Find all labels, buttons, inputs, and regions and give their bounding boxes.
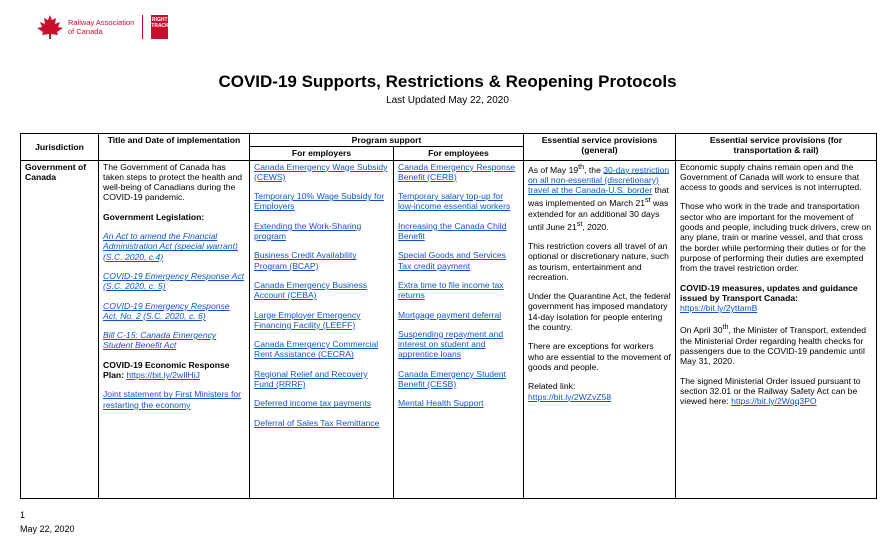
quarantine-text: Under the Quarantine Act, the federal government has imposed mandatory 14-day isolation for people entering the country.	[528, 291, 671, 333]
jurisdiction-name: Government of Canada	[25, 161, 87, 182]
essential-general-cell	[524, 160, 676, 498]
legislation-link-4[interactable]: Bill C-15: Canada Emergency Student Benefit Act	[103, 330, 217, 351]
legislation-link-2[interactable]: COVID-19 Emergency Response Act (S.C. 2020, c. 5)	[103, 270, 245, 292]
restriction-scope-text: This restriction covers all travel of an optional or discretionary nature, such as tourism, entertainment and recreation.	[528, 240, 669, 282]
transport-canada-label: COVID-19 measures, updates and guidance issued by Transport Canada:	[680, 282, 858, 303]
employer-link[interactable]: Deferred income tax payments	[254, 398, 372, 409]
related-link[interactable]: https://bit.ly/2WZvZ58	[528, 391, 612, 402]
border-restriction-link[interactable]: 30-day restriction on all non-essential (discretionary) travel at the Canada-U.S. border	[528, 164, 670, 196]
joint-statement-link[interactable]: Joint statement by First Ministers for restarting the economy	[103, 389, 242, 410]
employee-link[interactable]: Mental Health Support	[398, 398, 484, 409]
header-jurisdiction: Jurisdiction	[21, 134, 99, 161]
intro-text: The Government of Canada has taken steps to protect the health and well-being of Canadians during the COVID-19 pandemic.	[103, 161, 243, 203]
economic-plan-link[interactable]: https://bit.ly/2wIlHiJ	[126, 370, 200, 381]
header-for-employees: For employees	[394, 147, 524, 160]
employee-link[interactable]: Canada Emergency Student Benefit (CESB)	[398, 368, 506, 390]
legislation-link-1[interactable]: An Act to amend the Financial Administration Act (special warrant) (S.C. 2020, c.4)	[103, 231, 238, 262]
employee-link[interactable]: Special Goods and Services Tax credit payment	[398, 250, 506, 271]
rac-logo	[36, 14, 168, 40]
logo-wordmark: Railway Association of Canada	[68, 18, 135, 36]
ministerial-order-text: On April 30th, the Minister of Transport, extended the Ministerial Order regarding health checks for passengers due to the COVID-19 pandemic until May 31, 2020.	[680, 323, 867, 367]
header-essential-general: Essential service provisions (general)	[524, 134, 676, 161]
trade-workers-text: Those who work in the trade and transportation sector who are important for the movement of goods and people, including truck drivers, crew on any plane, train or marine vessel, and that cross the border while performing their duties or for the purpose of performing their duties are exempted from the travel restriction order.	[680, 201, 872, 274]
jurisdiction-cell	[21, 160, 99, 498]
maple-leaf-icon	[36, 14, 64, 40]
employee-link[interactable]: Extra time to file income tax returns	[398, 279, 504, 301]
exceptions-text: There are exceptions for workers who are essential to the movement of goods and people.	[528, 341, 671, 372]
signed-order-text: The signed Ministerial Order issued pursuant to section 32.01 or the Railway Safety Act can be viewed here:	[680, 375, 861, 407]
header-title-date: Title and Date of implementation	[99, 134, 250, 161]
economic-plan-label: COVID-19 Economic Response Plan:	[103, 359, 230, 381]
header-row	[21, 134, 877, 147]
employer-link[interactable]: Temporary 10% Wage Subsidy for Employers	[254, 191, 385, 212]
page-title: COVID-19 Supports, Restrictions & Reopening Protocols	[218, 72, 677, 91]
employer-link[interactable]: Canada Emergency Business Account (CEBA)	[254, 279, 368, 301]
header-program-support: Program support	[250, 134, 524, 147]
employer-link[interactable]: Regional Relief and Recovery Fund (RRRF)	[254, 368, 368, 390]
supply-chain-text: Economic supply chains remain open and the Government of Canada will work to ensure that access to goods and services is not interrupted.	[680, 161, 862, 193]
employees-cell	[394, 160, 524, 498]
employee-link[interactable]: Suspending repayment and interest on student and apprentice loans	[398, 328, 504, 360]
employee-link[interactable]: Canada Emergency Response Benefit (CERB)	[398, 161, 516, 182]
title-date-cell	[99, 160, 250, 498]
transport-canada-link[interactable]: https://bit.ly/2yttamB	[680, 303, 758, 314]
supports-table	[20, 133, 877, 499]
employer-link[interactable]: Canada Emergency Commercial Rent Assistance (CECRA)	[254, 339, 379, 360]
essential-transport-cell	[676, 160, 877, 498]
right-track-badge: RIGHT TRACK	[151, 15, 168, 39]
employee-link[interactable]: Increasing the Canada Child Benefit	[398, 220, 507, 242]
header-for-employers: For employers	[250, 147, 394, 160]
legislation-link-3[interactable]: COVID-19 Emergency Response Act, No. 2 (S.C. 2020, c. 6)	[103, 300, 230, 321]
employee-link[interactable]: Temporary salary top-up for low-income essential workers	[398, 191, 511, 212]
employer-link[interactable]: Extending the Work-Sharing program	[254, 220, 362, 242]
page-number: 1	[20, 510, 26, 520]
header-essential-transport: Essential service provisions (for transportation & rail)	[676, 134, 877, 161]
page-subtitle: Last Updated May 22, 2020	[386, 95, 509, 106]
gov-legislation-label: Government Legislation:	[103, 211, 205, 222]
employee-link[interactable]: Mortgage payment deferral	[398, 309, 502, 320]
employers-cell	[250, 160, 394, 498]
border-restriction-text: As of May 19th, the 30-day restriction on all non-essential (discretionary) travel at the Canada-U.S. border that was implemented on March 21st was extended for an additional 30 days until June 21st, 2020.	[528, 162, 670, 232]
employer-link[interactable]: Deferral of Sales Tax Remittance	[254, 417, 380, 428]
table-row	[21, 160, 877, 498]
employer-link[interactable]: Canada Emergency Wage Subsidy (CEWS)	[254, 161, 388, 182]
logo-divider	[142, 15, 143, 39]
related-link-label: Related link:	[528, 381, 576, 392]
employer-link[interactable]: Large Employer Emergency Financing Facility (LEEFF)	[254, 309, 361, 330]
employer-link[interactable]: Business Credit Availability Program (BCAP)	[254, 250, 357, 271]
footer-date: May 22, 2020	[20, 524, 75, 534]
signed-order-link[interactable]: https://bit.ly/2Wqq3PO	[731, 396, 817, 407]
